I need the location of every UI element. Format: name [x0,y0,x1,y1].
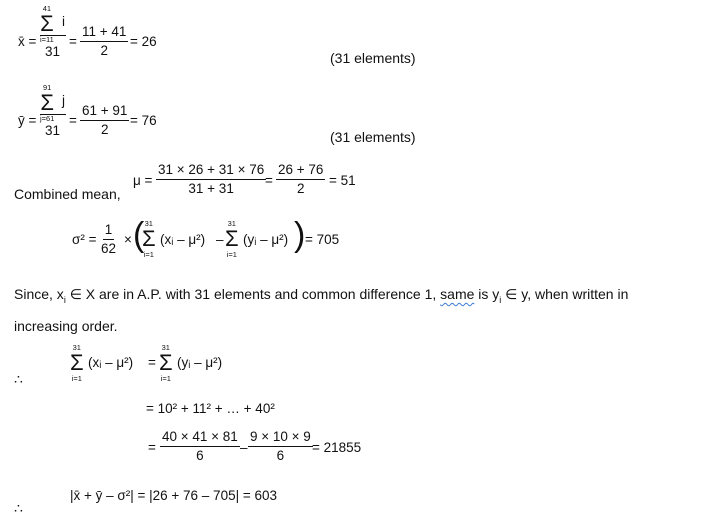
ybar-result: = 76 [130,113,157,128]
explain-text-a: Since, x [14,286,64,302]
sumeq-sum1-top: 31 [72,343,81,352]
ybar-num2: 61 + 91 [80,103,129,121]
ybar-note: (31 elements) [330,129,416,145]
therefore-icon: ∴ [14,500,23,516]
sumeq-sum2-bottom: i=1 [160,374,171,383]
sumeq-sum2-top: 31 [161,343,170,352]
frac-line-eq: = [148,440,156,455]
ybar-sum [40,83,54,123]
frac-line-num2: 9 × 10 × 9 [248,429,313,447]
variance-term1: (xᵢ – μ²) [160,232,206,247]
explain-sub-i: i [63,294,66,305]
xbar-num2: 11 + 41 [80,24,128,42]
variance-times: × [124,232,132,247]
ybar-eq1: = [69,113,77,128]
sigma-icon: Σ [225,226,239,251]
ybar-sum-top: 91 [43,83,52,92]
xbar-den1: 31 [45,44,61,59]
xbar-sum-bottom: i=11 [40,35,54,44]
ybar-sum-bottom: j=61 [40,114,55,123]
xbar-frac1-bar [40,35,66,36]
ybar-den1: 31 [45,123,61,138]
xbar-sum-top: 41 [42,4,52,13]
right-paren-icon: ) [294,216,306,254]
variance-sum2-bottom: i=1 [226,250,237,259]
sumeq-term1: (xᵢ – μ²) [88,355,134,370]
variance-lhs: σ² = [72,232,97,247]
sigma-icon: Σ [159,350,173,375]
explain-text-d: is y [474,286,500,302]
variance-sum1 [142,219,156,259]
variance-term2: (yᵢ – μ²) [243,232,289,247]
sumeq-sum1-bottom: i=1 [71,374,82,383]
variance-sum1-bottom: i=1 [143,250,154,259]
combined-den2: 2 [296,181,305,196]
explain-text-c: ∈ X are in A.P. with 31 elements and common difference 1, [65,286,441,302]
variance-coef [101,222,116,257]
variance-coef-den: 62 [101,241,117,256]
combined-num2: 26 + 76 [276,162,325,180]
xbar-lhs: x̄ = [18,34,37,49]
variance-minus: – [216,232,224,247]
sigma-icon: Σ [40,90,54,115]
sigma-icon: Σ [40,11,54,36]
variance-sum1-top: 31 [144,219,153,228]
frac-line-num1: 40 × 41 × 81 [160,429,240,447]
xbar-note: (31 elements) [330,50,416,66]
combined-num1: 31 × 26 + 31 × 76 [156,162,266,180]
combined-lhs: μ = [133,173,153,188]
sumeq-eq: = [148,355,156,370]
combined-eq: = [265,173,273,188]
ybar-sum-var: j [62,93,65,108]
explain-same-word: same [440,286,475,302]
explain-sub-i2: i [499,294,502,305]
variance-sum2 [225,219,239,259]
sigma-icon: Σ [70,350,84,375]
xbar-frac2 [80,24,128,59]
variance-result: = 705 [305,232,340,247]
frac-line-frac1 [160,429,240,464]
ybar-lhs: ȳ = [18,113,37,128]
variance-sum2-top: 31 [227,219,236,228]
combined-den1: 31 + 31 [188,181,234,196]
ybar-frac2 [80,103,129,138]
sumeq-sum2 [159,343,173,383]
ybar-frac1-bar [40,114,66,115]
combined-frac1 [156,162,266,197]
final-expression: |x̄ + ȳ – σ²| = |26 + 76 – 705| = 603 [70,488,277,503]
xbar-eq1: = [69,34,77,49]
left-paren-icon: ( [133,216,145,254]
frac-line-minus: – [240,440,248,455]
frac-line-den2: 6 [276,448,285,463]
sumeq-term2: (yᵢ – μ²) [177,355,223,370]
explain-line1 [14,286,628,305]
explain-text-f: ∈ y, when written in [501,286,629,302]
sumeq-sum1 [70,343,84,383]
sigma-icon: Σ [142,226,156,251]
combined-frac2 [276,162,325,197]
combined-label: Combined mean, [14,186,121,202]
ybar-den2: 2 [100,122,109,137]
frac-line-frac2 [248,429,313,464]
variance-coef-num: 1 [103,222,115,240]
combined-result: = 51 [329,173,356,188]
explain-line2: increasing order. [14,318,118,334]
therefore-icon: ∴ [14,371,23,387]
frac-line-den1: 6 [196,448,204,463]
series-line: = 10² + 11² + … + 40² [146,401,275,416]
xbar-sum [40,4,54,44]
xbar-sum-var: i [62,14,65,29]
xbar-den2: 2 [100,43,108,58]
xbar-result: = 26 [130,34,157,49]
frac-line-result: = 21855 [312,440,362,455]
